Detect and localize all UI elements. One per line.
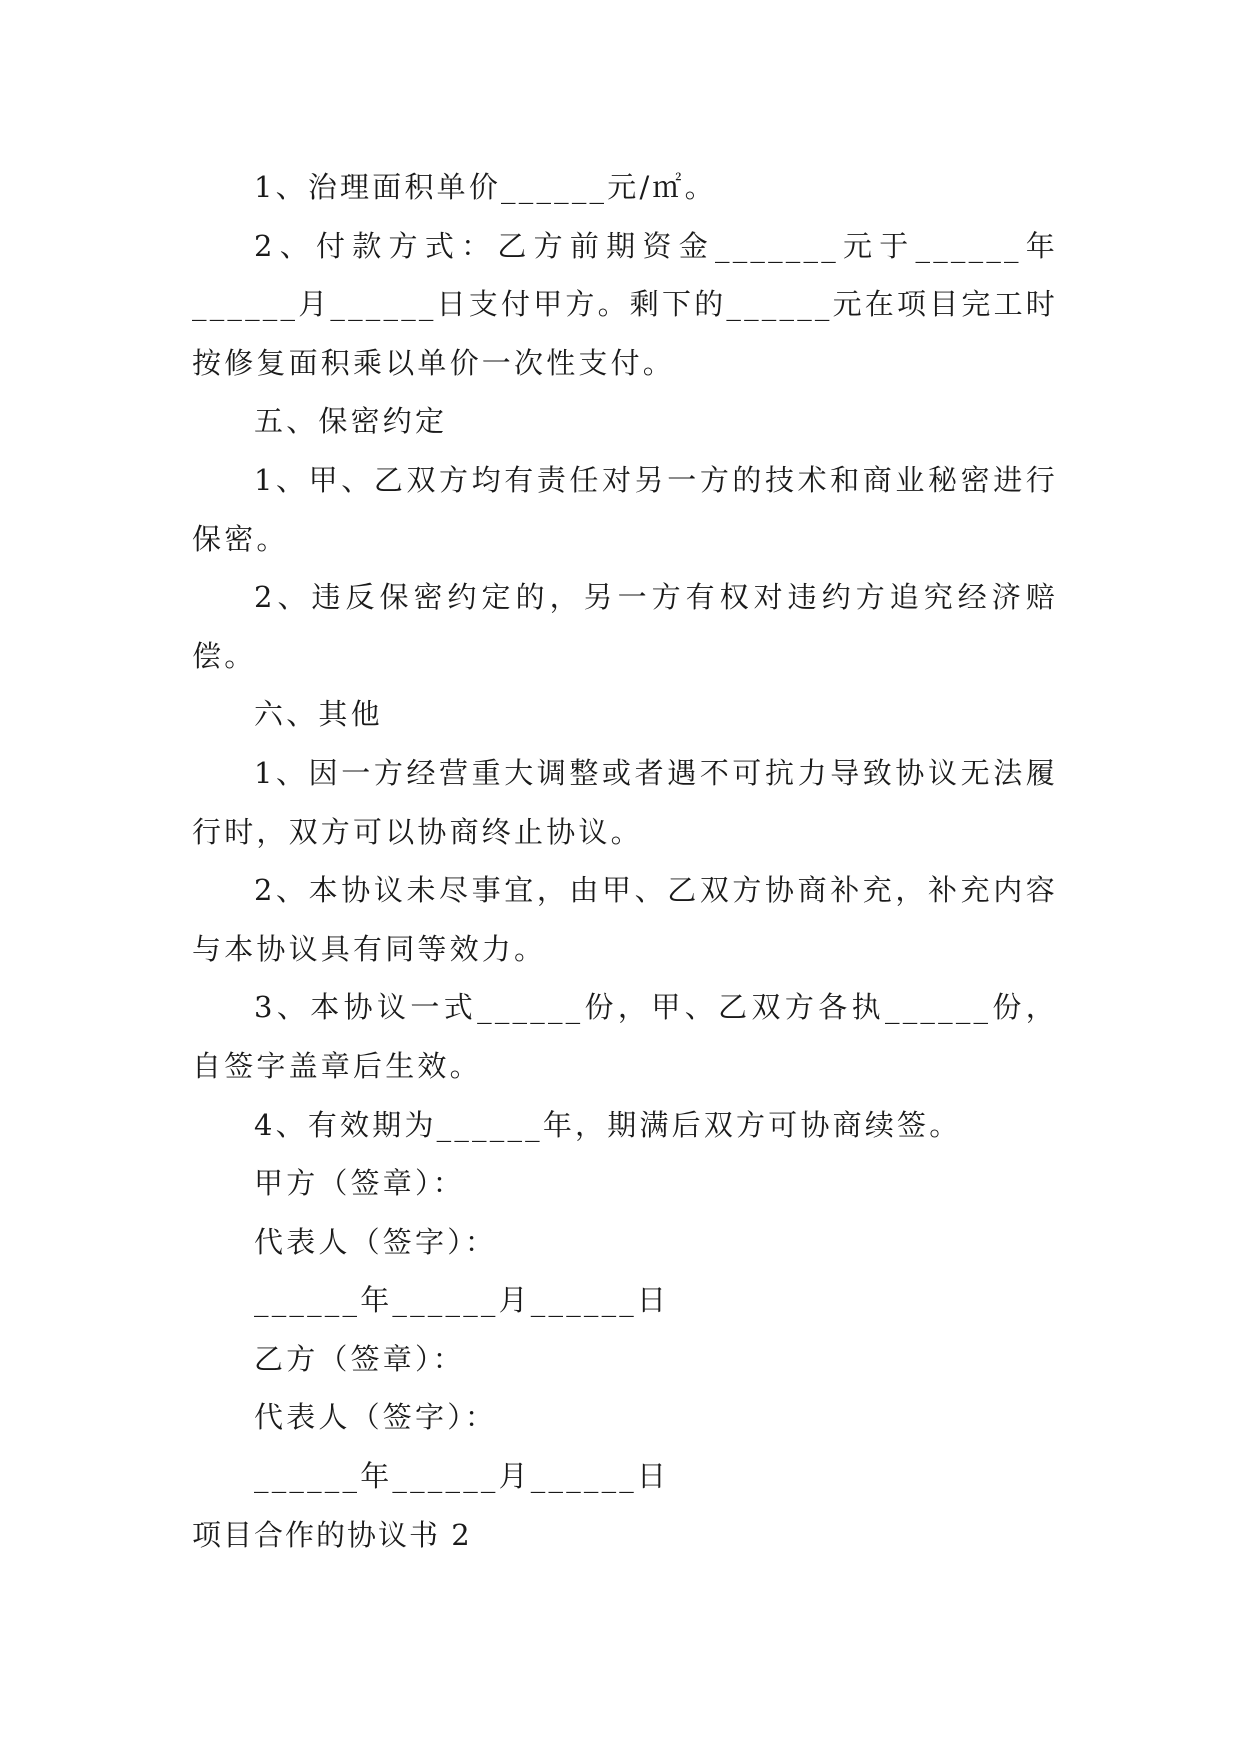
- party-b-representative-line: 代表人（签字）：: [254, 1400, 498, 1435]
- section-heading-confidentiality: 五、保密约定: [254, 404, 448, 439]
- next-document-title: 项目合作的协议书 2: [192, 1517, 472, 1552]
- clause-other-3: 3、本协议一式______份，甲、乙双方各执______份，自签字盖章后生效。: [192, 990, 1058, 1083]
- party-b-date-line: ______年______月______日: [254, 1459, 670, 1494]
- party-a-seal-line: 甲方（签章）：: [254, 1166, 465, 1201]
- document-body: [192, 158, 1058, 1564]
- clause-other-2: 2、本协议未尽事宜，由甲、乙双方协商补充，补充内容与本协议具有同等效力。: [192, 873, 1058, 966]
- clause-confidentiality-2: 2、违反保密约定的，另一方有权对违约方追究经济赔偿。: [192, 580, 1058, 673]
- clause-other-4: 4、有效期为______年，期满后双方可协商续签。: [254, 1107, 962, 1142]
- section-heading-other: 六、其他: [254, 697, 383, 732]
- clause-other-1: 1、因一方经营重大调整或者遇不可抗力导致协议无法履行时，双方可以协商终止协议。: [192, 755, 1058, 849]
- clause-confidentiality-1: 1、甲、乙双方均有责任对另一方的技术和商业秘密进行保密。: [192, 462, 1058, 556]
- party-b-seal-line: 乙方（签章）：: [254, 1341, 465, 1376]
- party-a-date-line: ______年______月______日: [254, 1283, 670, 1318]
- party-a-representative-line: 代表人（签字）：: [254, 1224, 498, 1259]
- clause-unit-price: 1、治理面积单价______元/㎡。: [254, 170, 717, 204]
- clause-payment-method: 2、付款方式：乙方前期资金_______元于______年______月______日支付甲方。剩下的______元在项目完工时按修复面积乘以单价一次性支付。: [192, 228, 1059, 380]
